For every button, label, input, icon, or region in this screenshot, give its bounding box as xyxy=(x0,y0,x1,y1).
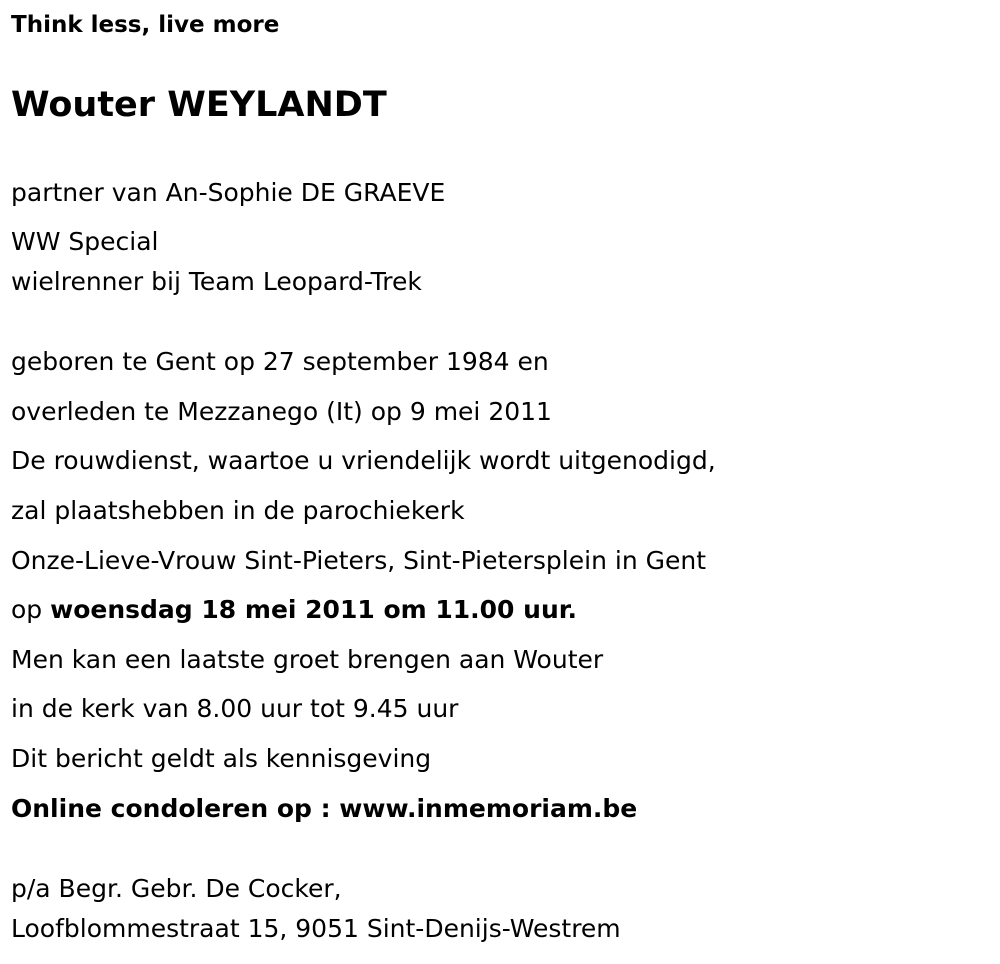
address-line-2: Loofblommestraat 15, 9051 Sint-Denijs-Westrem xyxy=(11,914,621,943)
service-date-line xyxy=(11,595,577,625)
address-line-1: p/a Begr. Gebr. De Cocker, xyxy=(11,874,342,903)
team-line-2: wielrenner bij Team Leopard-Trek xyxy=(11,267,422,296)
online-condolence-line: Online condoleren op : www.inmemoriam.be xyxy=(11,794,638,823)
died-line: overleden te Mezzanego (It) op 9 mei 2011 xyxy=(11,397,552,426)
church-line: Onze-Lieve-Vrouw Sint-Pieters, Sint-Pietersplein in Gent xyxy=(11,546,707,575)
motto: Think less, live more xyxy=(11,12,280,38)
partner-line: partner van An-Sophie DE GRAEVE xyxy=(11,178,446,207)
farewell-line-1: Men kan een laatste groet brengen aan Wouter xyxy=(11,645,604,674)
born-line: geboren te Gent op 27 september 1984 en xyxy=(11,347,549,376)
service-date-prefix: op xyxy=(11,595,51,624)
farewell-line-2: in de kerk van 8.00 uur tot 9.45 uur xyxy=(11,694,459,723)
service-line-1: De rouwdienst, waartoe u vriendelijk wordt uitgenodigd, xyxy=(11,446,716,475)
service-line-2: zal plaatshebben in de parochiekerk xyxy=(11,496,465,525)
deceased-name: Wouter WEYLANDT xyxy=(11,85,387,125)
service-date: woensdag 18 mei 2011 om 11.00 uur. xyxy=(50,595,578,624)
notice-line: Dit bericht geldt als kennisgeving xyxy=(11,744,432,773)
team-line-1: WW Special xyxy=(11,227,159,256)
